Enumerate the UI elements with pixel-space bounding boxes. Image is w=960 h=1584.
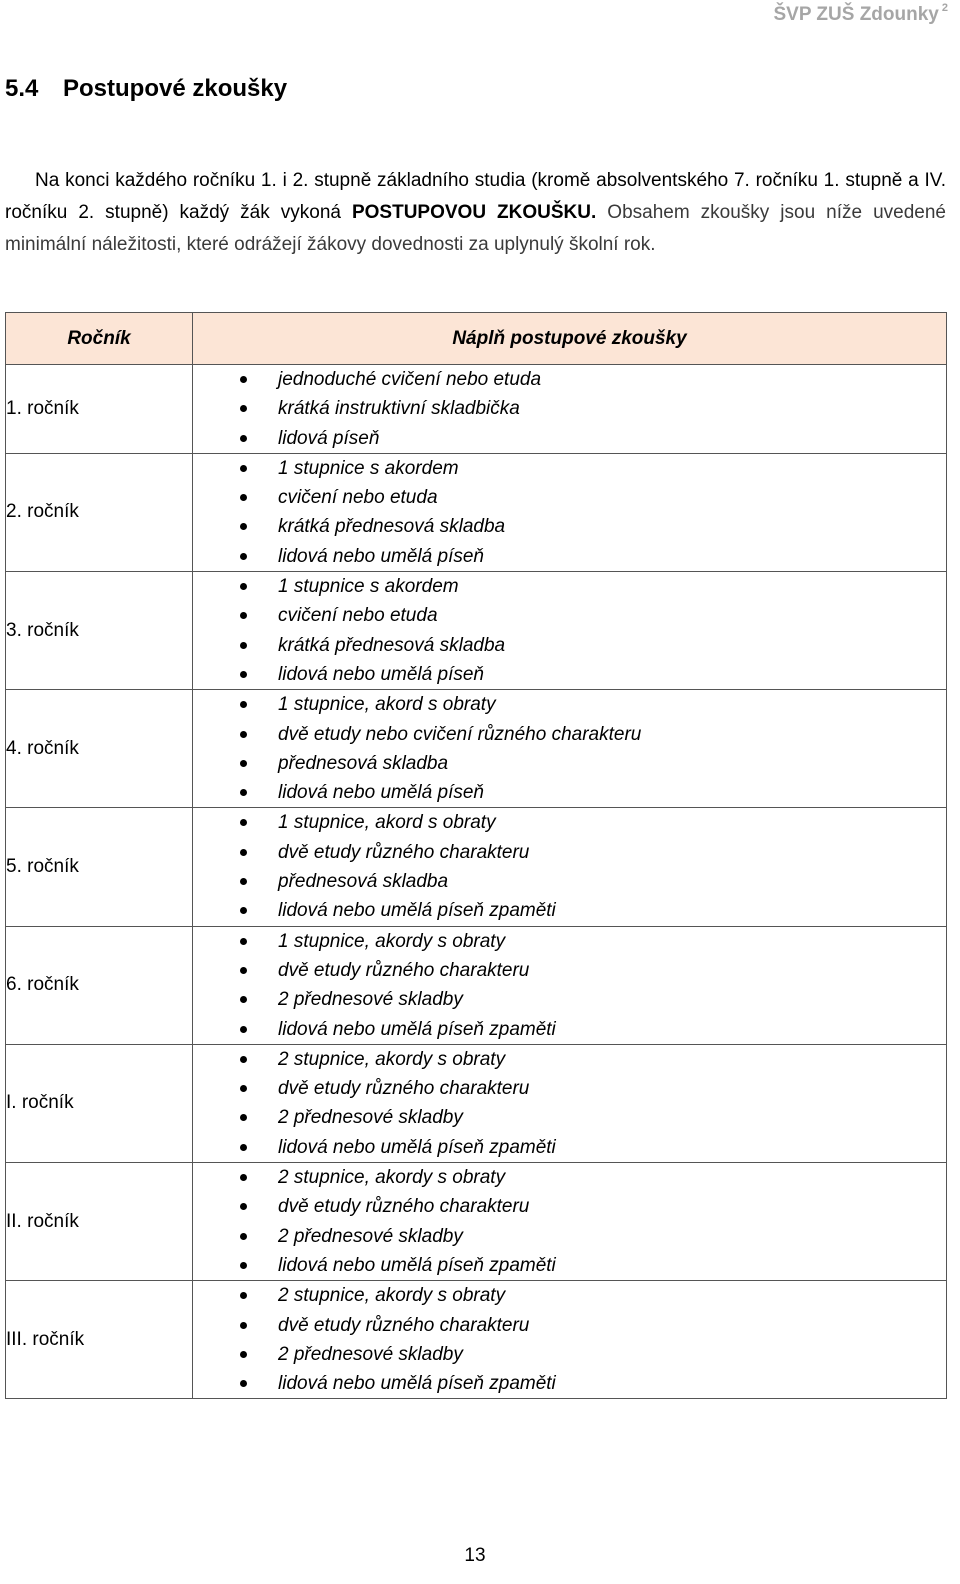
list-item-text: dvě etudy různého charakteru: [278, 1196, 530, 1218]
bullet-icon: [240, 731, 247, 738]
table-row: [6, 365, 947, 454]
content-cell: [193, 926, 947, 1044]
bullet-icon: [240, 1322, 247, 1329]
bullet-icon: [240, 760, 247, 767]
bullet-icon: [240, 1114, 247, 1121]
list-item-text: 2 přednesové skladby: [278, 1343, 463, 1365]
bullet-icon: [240, 1056, 247, 1063]
list-item-text: lidová nebo umělá píseň zpaměti: [278, 900, 556, 922]
bullet-icon: [240, 938, 247, 945]
content-cell: [193, 1163, 947, 1281]
year-cell: 5. ročník: [6, 808, 193, 926]
list-item: [193, 1192, 946, 1221]
list-item-text: krátká přednesová skladba: [278, 634, 506, 656]
bullet-icon: [240, 701, 247, 708]
list-item-text: 2 stupnice, akordy s obraty: [278, 1048, 506, 1070]
list-item: [193, 1311, 946, 1340]
table-row: [6, 926, 947, 1044]
bullet-icon: [240, 789, 247, 796]
content-cell: [193, 453, 947, 571]
intro-text-1: Na konci každého ročníku 1. i 2. stupně základního studia (kromě absolventského 7. ročníku 1. stupně a IV. ročníku 2. stupně) každý žák vykoná: [5, 170, 946, 223]
list-item: [193, 483, 946, 512]
list-item-text: 1 stupnice s akordem: [278, 457, 459, 479]
list-item: [193, 749, 946, 778]
bullet-icon: [240, 1085, 247, 1092]
list-item: [193, 690, 946, 719]
list-item-text: přednesová skladba: [278, 752, 449, 774]
section-number: 5.4: [5, 75, 39, 102]
intro-text-2: Obsahem zkoušky jsou níže uvedené minimální náležitosti, které odrážejí žákovy dovednosti za uplynulý školní rok.: [5, 202, 946, 255]
bullet-icon: [240, 671, 247, 678]
bullet-icon: [240, 907, 247, 914]
bullet-icon: [240, 1351, 247, 1358]
year-cell: 4. ročník: [6, 690, 193, 808]
list-item: [193, 808, 946, 837]
list-item-text: 2 přednesové skladby: [278, 1107, 463, 1129]
list-item-text: 1 stupnice, akord s obraty: [278, 812, 496, 834]
bullet-list: [193, 927, 946, 1044]
bullet-icon: [240, 819, 247, 826]
list-item-text: dvě etudy různého charakteru: [278, 959, 530, 981]
document-header: [773, 2, 948, 26]
year-cell: I. ročník: [6, 1044, 193, 1162]
list-item-text: krátká přednesová skladba: [278, 516, 506, 538]
list-item: [193, 1369, 946, 1398]
bullet-icon: [240, 642, 247, 649]
bullet-list: [193, 454, 946, 571]
list-item: [193, 1074, 946, 1103]
list-item: [193, 1340, 946, 1369]
list-item-text: lidová nebo umělá píseň zpaměti: [278, 1254, 556, 1276]
list-item: [193, 424, 946, 453]
intro-bold: POSTUPOVOU ZKOUŠKU.: [351, 202, 597, 223]
year-cell: 2. ročník: [6, 453, 193, 571]
content-cell: [193, 690, 947, 808]
bullet-icon: [240, 849, 247, 856]
list-item: [193, 896, 946, 925]
bullet-icon: [240, 523, 247, 530]
header-content: Náplň postupové zkoušky: [193, 313, 947, 365]
list-item-text: lidová nebo umělá píseň zpaměti: [278, 1018, 556, 1040]
section-heading: [5, 75, 287, 103]
bullet-icon: [240, 583, 247, 590]
list-item: [193, 867, 946, 896]
bullet-icon: [240, 553, 247, 560]
content-cell: [193, 365, 947, 454]
bullet-icon: [240, 1203, 247, 1210]
content-cell: [193, 572, 947, 690]
list-item-text: lidová nebo umělá píseň: [278, 663, 484, 685]
list-item: [193, 542, 946, 571]
list-item-text: lidová píseň: [278, 427, 380, 449]
list-item: [193, 454, 946, 483]
bullet-list: [193, 1281, 946, 1398]
bullet-list: [193, 1045, 946, 1162]
table-row: [6, 453, 947, 571]
list-item: [193, 1222, 946, 1251]
list-item-text: dvě etudy různého charakteru: [278, 1314, 530, 1336]
bullet-icon: [240, 1292, 247, 1299]
list-item-text: 2 přednesové skladby: [278, 989, 463, 1011]
list-item: [193, 365, 946, 394]
table-row: [6, 1281, 947, 1399]
list-item-text: lidová nebo umělá píseň: [278, 545, 484, 567]
list-item: [193, 956, 946, 985]
list-item-text: jednoduché cvičení nebo etuda: [278, 369, 542, 390]
bullet-icon: [240, 967, 247, 974]
school-name: ŠVP ZUŠ Zdounky: [773, 4, 939, 25]
list-item-text: 1 stupnice s akordem: [278, 576, 459, 598]
year-cell: 6. ročník: [6, 926, 193, 1044]
list-item-text: dvě etudy různého charakteru: [278, 1078, 530, 1100]
table-row: [6, 690, 947, 808]
content-cell: [193, 808, 947, 926]
list-item: [193, 927, 946, 956]
page-number: 13: [464, 1545, 486, 1566]
list-item-text: přednesová skladba: [278, 871, 449, 893]
year-cell: 1. ročník: [6, 365, 193, 454]
bullet-icon: [240, 996, 247, 1003]
list-item-text: dvě etudy různého charakteru: [278, 841, 530, 863]
table-row: [6, 572, 947, 690]
year-cell: II. ročník: [6, 1163, 193, 1281]
list-item: [193, 1281, 946, 1310]
list-item-text: lidová nebo umělá píseň: [278, 782, 484, 804]
list-item-text: lidová nebo umělá píseň zpaměti: [278, 1373, 556, 1395]
bullet-icon: [240, 465, 247, 472]
bullet-icon: [240, 1233, 247, 1240]
list-item: [193, 1015, 946, 1044]
list-item-text: 1 stupnice, akord s obraty: [278, 694, 496, 716]
header-superscript: 2: [941, 2, 948, 14]
bullet-list: [193, 1163, 946, 1280]
table-row: [6, 1163, 947, 1281]
bullet-icon: [240, 435, 247, 442]
intro-paragraph: [5, 165, 946, 261]
list-item: [193, 512, 946, 541]
list-item-text: krátká instruktivní skladbička: [278, 398, 520, 420]
list-item: [193, 838, 946, 867]
list-item: [193, 394, 946, 423]
list-item-text: 2 stupnice, akordy s obraty: [278, 1285, 506, 1307]
table-row: [6, 808, 947, 926]
bullet-icon: [240, 1380, 247, 1387]
bullet-icon: [240, 878, 247, 885]
bullet-list: [193, 808, 946, 925]
list-item: [193, 1163, 946, 1192]
list-item-text: 2 přednesové skladby: [278, 1225, 463, 1247]
table-header-row: [6, 313, 947, 365]
bullet-icon: [240, 1026, 247, 1033]
year-cell: 3. ročník: [6, 572, 193, 690]
list-item: [193, 778, 946, 807]
bullet-icon: [240, 1262, 247, 1269]
content-cell: [193, 1281, 947, 1399]
list-item: [193, 1133, 946, 1162]
list-item-text: cvičení nebo etuda: [278, 605, 438, 627]
bullet-icon: [240, 376, 247, 383]
exam-table: [5, 312, 947, 1399]
list-item: [193, 631, 946, 660]
bullet-icon: [240, 1144, 247, 1151]
table-row: [6, 1044, 947, 1162]
list-item-text: lidová nebo umělá píseň zpaměti: [278, 1136, 556, 1158]
list-item-text: dvě etudy nebo cvičení různého charakteru: [278, 723, 642, 745]
bullet-icon: [240, 405, 247, 412]
bullet-icon: [240, 1174, 247, 1181]
section-title: Postupové zkoušky: [63, 75, 288, 102]
list-item: [193, 572, 946, 601]
content-cell: [193, 1044, 947, 1162]
list-item: [193, 985, 946, 1014]
list-item: [193, 601, 946, 630]
bullet-list: [193, 365, 946, 453]
list-item: [193, 660, 946, 689]
bullet-icon: [240, 494, 247, 501]
header-year: Ročník: [6, 313, 193, 365]
list-item: [193, 1103, 946, 1132]
bullet-icon: [240, 612, 247, 619]
list-item: [193, 1251, 946, 1280]
list-item-text: 1 stupnice, akordy s obraty: [278, 930, 506, 952]
list-item: [193, 720, 946, 749]
list-item: [193, 1045, 946, 1074]
list-item-text: cvičení nebo etuda: [278, 487, 438, 509]
table-body: [6, 365, 947, 1399]
year-cell: III. ročník: [6, 1281, 193, 1399]
bullet-list: [193, 690, 946, 807]
bullet-list: [193, 572, 946, 689]
list-item-text: 2 stupnice, akordy s obraty: [278, 1167, 506, 1189]
